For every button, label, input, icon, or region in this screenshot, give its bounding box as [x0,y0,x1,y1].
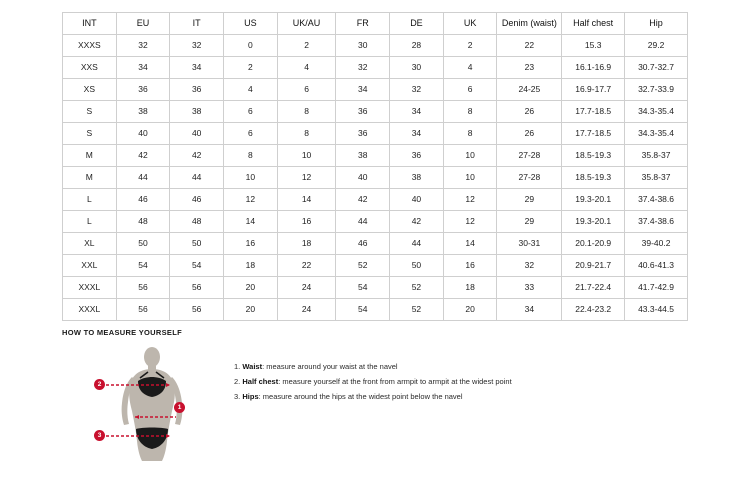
body-figure-illustration [92,345,212,465]
table-cell: 34 [390,101,444,123]
table-cell: 30 [336,35,390,57]
table-cell: 20 [224,299,278,321]
table-header-row [63,13,688,35]
table-cell: 10 [443,167,497,189]
table-cell: 4 [443,57,497,79]
size-chart-table-container [62,12,688,321]
table-cell: S [63,123,117,145]
table-cell: XXS [63,57,117,79]
table-cell: 37.4-38.6 [625,189,688,211]
table-cell: 40 [170,123,224,145]
instruction-text: : measure around your waist at the navel [262,362,398,371]
table-row [63,167,688,189]
table-cell: 16.9-17.7 [562,79,625,101]
table-cell: XXXL [63,299,117,321]
table-cell: 29.2 [625,35,688,57]
table-cell: 12 [277,167,336,189]
column-header: UK/AU [277,13,336,35]
table-cell: 32 [390,79,444,101]
table-cell: 8 [277,123,336,145]
table-cell: 18 [224,255,278,277]
table-cell: 42 [116,145,170,167]
how-to-measure-body [62,345,688,465]
table-cell: 34 [497,299,562,321]
table-cell: 38 [336,145,390,167]
table-cell: 50 [390,255,444,277]
table-cell: 18 [443,277,497,299]
table-cell: 26 [497,123,562,145]
column-header: Hip [625,13,688,35]
table-cell: 32.7-33.9 [625,79,688,101]
table-cell: 29 [497,211,562,233]
table-cell: 32 [336,57,390,79]
table-cell: 40 [390,189,444,211]
table-row [63,255,688,277]
table-cell: 32 [170,35,224,57]
table-row [63,57,688,79]
table-cell: 36 [170,79,224,101]
table-cell: 52 [336,255,390,277]
table-cell: 30 [390,57,444,79]
table-cell: 19.3-20.1 [562,189,625,211]
table-cell: 35.8-37 [625,167,688,189]
table-cell: 52 [390,277,444,299]
measure-marker-1: 1 [174,402,185,413]
column-header: EU [116,13,170,35]
column-header: IT [170,13,224,35]
instruction-text: : measure around the hips at the widest point below the navel [258,392,463,401]
table-cell: 6 [224,123,278,145]
table-cell: 50 [170,233,224,255]
table-cell: S [63,101,117,123]
size-chart-table [62,12,688,321]
table-cell: 34 [170,57,224,79]
table-cell: 34 [390,123,444,145]
table-cell: 16 [277,211,336,233]
table-cell: 8 [443,101,497,123]
table-cell: 28 [390,35,444,57]
table-cell: 44 [170,167,224,189]
table-cell: XS [63,79,117,101]
instruction-number: 3. [234,392,241,401]
table-cell: 43.3-44.5 [625,299,688,321]
table-row [63,145,688,167]
table-cell: M [63,167,117,189]
measure-marker-2: 2 [94,379,105,390]
table-cell: 24-25 [497,79,562,101]
table-cell: 6 [277,79,336,101]
table-cell: 18.5-19.3 [562,167,625,189]
table-cell: 8 [443,123,497,145]
table-cell: 18.5-19.3 [562,145,625,167]
column-header: Half chest [562,13,625,35]
column-header: INT [63,13,117,35]
table-cell: 36 [390,145,444,167]
table-cell: 40 [116,123,170,145]
table-cell: 23 [497,57,562,79]
table-cell: 4 [277,57,336,79]
measure-instruction-item [234,389,512,404]
table-cell: 19.3-20.1 [562,211,625,233]
instruction-number: 2. [234,377,241,386]
table-cell: 54 [336,277,390,299]
table-cell: 2 [277,35,336,57]
table-cell: 27-28 [497,167,562,189]
table-cell: 26 [497,101,562,123]
table-cell: 21.7-22.4 [562,277,625,299]
table-cell: 34 [116,57,170,79]
instruction-term: Half chest [242,377,279,386]
table-cell: 54 [170,255,224,277]
table-cell: 35.8-37 [625,145,688,167]
table-cell: 40.6-41.3 [625,255,688,277]
column-header: US [224,13,278,35]
table-cell: 8 [224,145,278,167]
table-cell: 2 [443,35,497,57]
column-header: FR [336,13,390,35]
table-cell: XXL [63,255,117,277]
table-cell: 10 [277,145,336,167]
table-cell: 46 [116,189,170,211]
table-cell: 39-40.2 [625,233,688,255]
table-row [63,79,688,101]
table-cell: 32 [116,35,170,57]
how-to-measure-title: HOW TO MEASURE YOURSELF [62,328,182,337]
table-cell: XXXS [63,35,117,57]
table-row [63,233,688,255]
table-row [63,123,688,145]
table-cell: 2 [224,57,278,79]
table-cell: 4 [224,79,278,101]
instruction-number: 1. [234,362,241,371]
table-cell: 56 [116,277,170,299]
table-cell: 42 [390,211,444,233]
table-cell: 56 [170,299,224,321]
table-cell: 12 [224,189,278,211]
table-cell: 18 [277,233,336,255]
table-cell: 38 [170,101,224,123]
table-cell: 16 [443,255,497,277]
column-header: Denim (waist) [497,13,562,35]
table-cell: 12 [443,189,497,211]
table-cell: 22.4-23.2 [562,299,625,321]
measure-marker-3: 3 [94,430,105,441]
table-cell: 12 [443,211,497,233]
table-cell: 17.7-18.5 [562,101,625,123]
table-cell: M [63,145,117,167]
table-cell: 10 [443,145,497,167]
measure-instruction-item [234,374,512,389]
table-cell: 20 [224,277,278,299]
table-cell: 6 [224,101,278,123]
table-cell: 15.3 [562,35,625,57]
table-cell: 50 [116,233,170,255]
table-cell: 20.1-20.9 [562,233,625,255]
table-cell: 8 [277,101,336,123]
table-row [63,189,688,211]
table-cell: 42 [170,145,224,167]
table-cell: 14 [224,211,278,233]
table-cell: 34.3-35.4 [625,123,688,145]
table-row [63,211,688,233]
table-cell: 17.7-18.5 [562,123,625,145]
table-cell: 38 [390,167,444,189]
table-cell: XL [63,233,117,255]
table-cell: 48 [170,211,224,233]
table-cell: 27-28 [497,145,562,167]
female-body-icon [92,345,212,465]
table-cell: 14 [277,189,336,211]
instruction-text: : measure yourself at the front from armpit to armpit at the widest point [278,377,512,386]
table-row [63,277,688,299]
table-row [63,299,688,321]
instruction-term: Waist [242,362,263,371]
table-cell: 36 [336,101,390,123]
table-cell: 36 [116,79,170,101]
table-cell: 54 [116,255,170,277]
table-cell: 48 [116,211,170,233]
table-cell: 6 [443,79,497,101]
table-cell: L [63,211,117,233]
table-cell: 44 [390,233,444,255]
table-cell: 42 [336,189,390,211]
table-cell: 20.9-21.7 [562,255,625,277]
table-cell: XXXL [63,277,117,299]
table-cell: 24 [277,299,336,321]
table-cell: 54 [336,299,390,321]
table-cell: 37.4-38.6 [625,211,688,233]
table-cell: 34 [336,79,390,101]
table-cell: 20 [443,299,497,321]
how-to-measure-section [62,328,688,465]
table-cell: 41.7-42.9 [625,277,688,299]
table-cell: 16 [224,233,278,255]
table-cell: 52 [390,299,444,321]
table-cell: 34.3-35.4 [625,101,688,123]
column-header: DE [390,13,444,35]
table-cell: 0 [224,35,278,57]
table-cell: 29 [497,189,562,211]
table-cell: 44 [336,211,390,233]
table-cell: 22 [277,255,336,277]
table-cell: 56 [116,299,170,321]
column-header: UK [443,13,497,35]
measure-instructions [234,345,512,404]
table-cell: 38 [116,101,170,123]
instruction-term: Hips [242,392,259,401]
table-cell: 40 [336,167,390,189]
table-cell: 30.7-32.7 [625,57,688,79]
table-cell: 10 [224,167,278,189]
table-cell: 16.1-16.9 [562,57,625,79]
table-row [63,35,688,57]
table-cell: 33 [497,277,562,299]
table-cell: 44 [116,167,170,189]
table-cell: L [63,189,117,211]
table-cell: 22 [497,35,562,57]
table-cell: 56 [170,277,224,299]
table-cell: 46 [170,189,224,211]
table-cell: 14 [443,233,497,255]
table-cell: 36 [336,123,390,145]
table-cell: 30-31 [497,233,562,255]
measure-instruction-item [234,359,512,374]
table-cell: 24 [277,277,336,299]
table-row [63,101,688,123]
table-cell: 32 [497,255,562,277]
table-cell: 46 [336,233,390,255]
